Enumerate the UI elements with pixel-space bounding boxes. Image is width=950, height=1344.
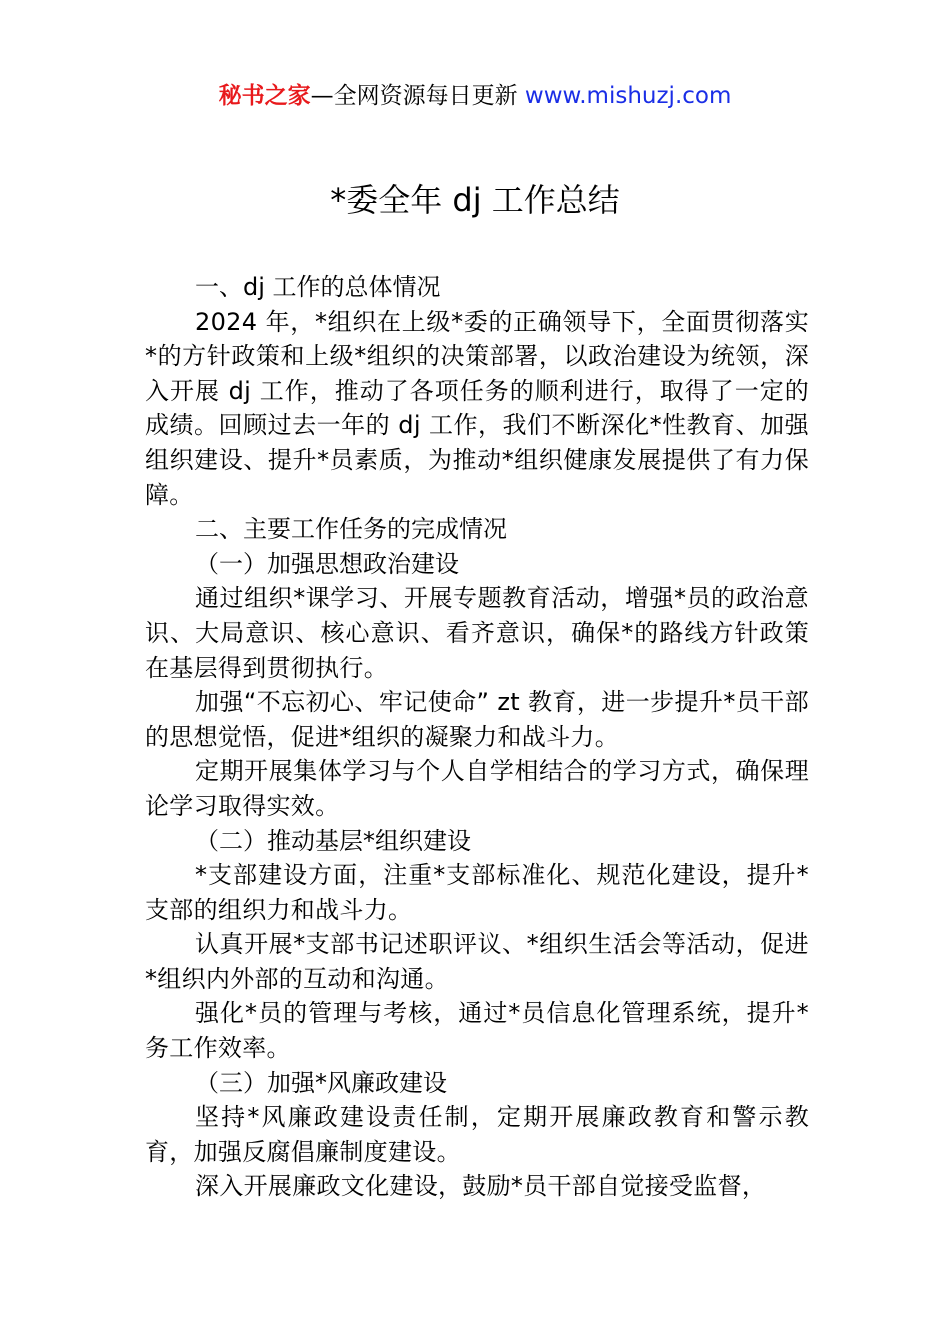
document-title: *委全年 dj 工作总结	[330, 181, 620, 219]
paragraph: 定期开展集体学习与个人自学相结合的学习方式，确保理论学习取得实效。	[145, 757, 809, 820]
site-header	[0, 80, 950, 112]
section-heading-overview: 一、dj 工作的总体情况	[195, 273, 441, 301]
paragraph: 认真开展*支部书记述职评议、*组织生活会等活动，促进*组织内外部的互动和沟通。	[145, 930, 809, 993]
section-heading-tasks: 二、主要工作任务的完成情况	[195, 515, 507, 544]
site-brand: 秘书之家	[218, 83, 311, 109]
subsection-heading-integrity: （三）加强*风廉政建设	[195, 1068, 447, 1097]
paragraph: 加强“不忘初心、牢记使命” zt 教育，进一步提升*员干部的思想觉悟，促进*组织的凝聚力和战斗力。	[145, 688, 809, 751]
paragraph-overview: 2024 年，*组织在上级*委的正确领导下，全面贯彻落实*的方针政策和上级*组织的决策部署，以政治建设为统领，深入开展 dj 工作，推动了各项任务的顺利进行，取得了一定的成绩。回顾过去一年的 dj 工作，我们不断深化*性教育、加强组织建设、提升*员素质，为推动*组织健康发展提供了有力保障。	[145, 307, 809, 509]
paragraph: 强化*员的管理与考核，通过*员信息化管理系统，提升*务工作效率。	[145, 999, 809, 1063]
subsection-heading-ideology: （一）加强思想政治建设	[195, 549, 459, 578]
document-body	[145, 270, 809, 1204]
paragraph: 深入开展廉政文化建设，鼓励*员干部自觉接受监督，	[195, 1172, 767, 1201]
paragraph: 通过组织*课学习、开展专题教育活动，增强*员的政治意识、大局意识、核心意识、看齐意识，确保*的路线方针政策在基层得到贯彻执行。	[145, 584, 809, 682]
subsection-heading-grassroots: （二）推动基层*组织建设	[195, 826, 471, 855]
paragraph: 坚持*风廉政建设责任制，定期开展廉政教育和警示教育，加强反腐倡廉制度建设。	[145, 1103, 809, 1166]
site-tagline: —全网资源每日更新	[310, 83, 525, 109]
site-url-link[interactable]: www.mishuzj.com	[524, 83, 732, 109]
paragraph: *支部建设方面，注重*支部标准化、规范化建设，提升*支部的组织力和战斗力。	[145, 861, 809, 924]
